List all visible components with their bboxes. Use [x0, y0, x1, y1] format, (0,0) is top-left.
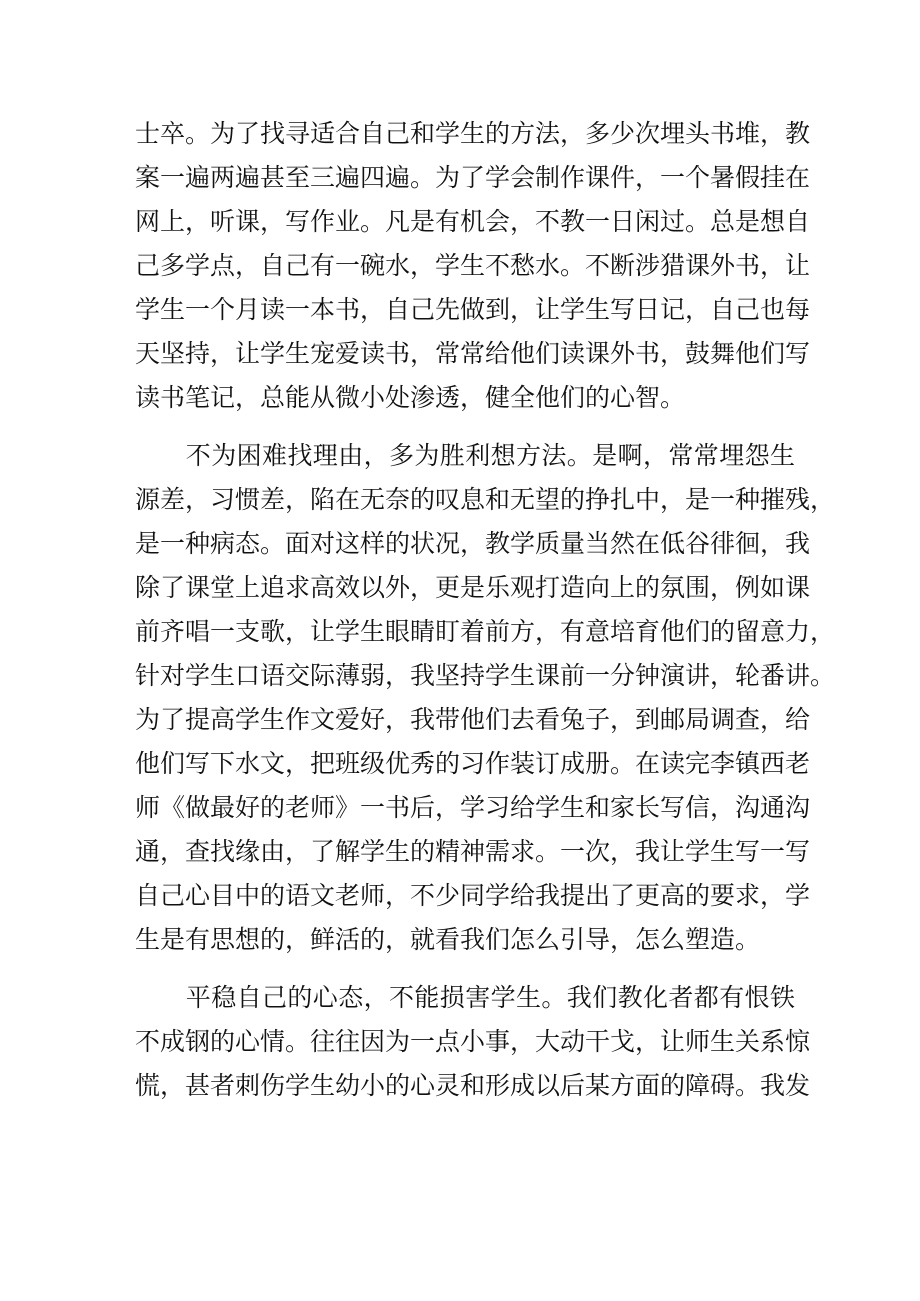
text-line: 不成钢的心情。往往因为一点小事，大动干戈，让师生关系惊: [135, 1027, 811, 1056]
text-line: 天坚持，让学生宠爱读书，常常给他们读课外书，鼓舞他们写: [135, 339, 811, 368]
paragraph-spacer: [135, 962, 795, 976]
text-line: 己多学点，自己有一碗水，学生不愁水。不断涉猎课外书，让: [135, 251, 811, 280]
text-line: 平稳自己的心态，不能损害学生。我们教化者都有恨铁: [135, 983, 795, 1012]
text-line: 学生一个月读一本书，自己先做到，让学生写日记，自己也每: [135, 295, 811, 324]
paragraph-spacer: [135, 420, 795, 434]
text-line: 通，查找缘由，了解学生的精神需求。一次，我让学生写一写: [135, 837, 811, 866]
text-line: 网上，听课，写作业。凡是有机会，不教一日闲过。总是想自: [135, 207, 811, 236]
text-line: 源差，习惯差，陷在无奈的叹息和无望的挣扎中，是一种摧残，: [135, 485, 836, 514]
paragraph: [135, 976, 811, 1108]
text-line: 师《做最好的老师》一书后，学习给学生和家长写信，沟通沟: [135, 793, 811, 822]
text-line: 他们写下水文，把班级优秀的习作装订成册。在读完李镇西老: [135, 749, 811, 778]
body-text: [135, 112, 836, 1108]
text-line: 前齐唱一支歌，让学生眼睛盯着前方，有意培育他们的留意力，: [135, 617, 836, 646]
text-line: 针对学生口语交际薄弱，我坚持学生课前一分钟演讲，轮番讲。: [135, 661, 836, 690]
paragraph: [135, 112, 811, 420]
text-line: 不为困难找理由，多为胜利想方法。是啊，常常埋怨生: [135, 441, 795, 470]
text-line: 读书笔记，总能从微小处渗透，健全他们的心智。: [135, 383, 686, 412]
paragraph: [135, 434, 836, 962]
text-line: 慌，甚者刺伤学生幼小的心灵和形成以后某方面的障碍。我发: [135, 1071, 811, 1100]
text-line: 生是有思想的，鲜活的，就看我们怎么引导，怎么塑造。: [135, 925, 761, 954]
text-line: 是一种病态。面对这样的状况，教学质量当然在低谷徘徊，我: [135, 529, 811, 558]
text-line: 士卒。为了找寻适合自己和学生的方法，多少次埋头书堆，教: [135, 119, 811, 148]
text-line: 为了提高学生作文爱好，我带他们去看兔子，到邮局调查，给: [135, 705, 811, 734]
text-line: 案一遍两遍甚至三遍四遍。为了学会制作课件，一个暑假挂在: [135, 163, 811, 192]
text-line: 自己心目中的语文老师，不少同学给我提出了更高的要求，学: [135, 881, 811, 910]
text-line: 除了课堂上追求高效以外，更是乐观打造向上的氛围，例如课: [135, 573, 811, 602]
